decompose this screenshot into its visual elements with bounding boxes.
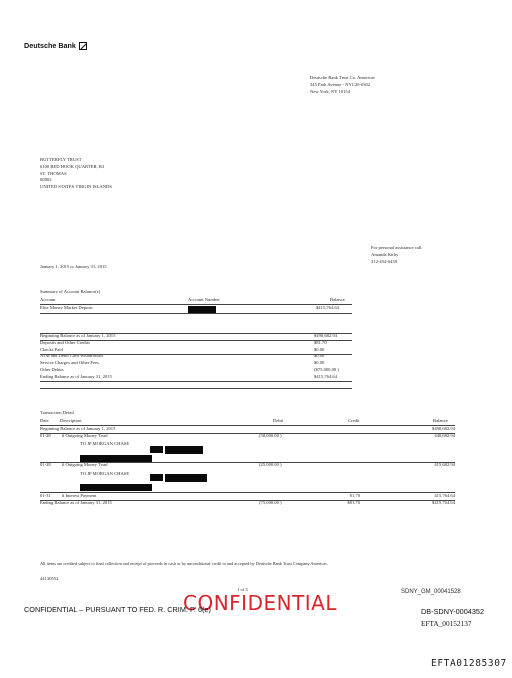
assistance-line: Amanda Kirby	[371, 251, 399, 257]
tx-ending-balance: $415,764.64	[432, 500, 455, 505]
client-address-line: UNITED STATES VIRGIN ISLANDS	[40, 184, 112, 190]
tx-col-balance: Balance	[433, 418, 448, 423]
tx-col-description: Description	[60, 418, 82, 423]
tx-ending-label: Ending Balance as of January 31, 2015	[40, 500, 112, 505]
bank-name: Deutsche Bank	[24, 41, 76, 50]
footer-note: All items are credited subject to final collection and receipt of proceeds in cash or by unconditional credit to and accepted by Deutsche Bank Trust Company Americas.	[40, 561, 328, 566]
client-address-line: BUTTERFLY TRUST	[40, 157, 82, 162]
balance-value: $415,764.64	[314, 373, 337, 379]
balance-label: Service Charges and Other Fees	[40, 360, 99, 366]
tx-balance: 415,764.64	[434, 493, 455, 498]
redaction-block	[150, 446, 163, 453]
assistance-line: For personal assistance call:	[371, 245, 423, 250]
tx-ending-credit: $81.70	[347, 500, 360, 505]
efta-inner-id: EFTA_00152137	[421, 619, 472, 628]
redaction-block	[150, 474, 163, 481]
tx-description: # Interest Payment	[62, 493, 97, 498]
summary-title: Summary of Account Balance(s)	[40, 289, 101, 294]
efta-outer-id: EFTA01285307	[431, 658, 507, 669]
assistance-line: 212-454-6439	[371, 258, 398, 264]
tx-description-sub: TO JP MORGAN CHASE	[80, 441, 130, 446]
divider	[40, 381, 352, 382]
balance-value: $81.70	[314, 339, 327, 345]
deutsche-bank-slash-icon	[79, 42, 87, 50]
divider	[40, 340, 352, 341]
balance-value: ($75,000.00 )	[314, 366, 339, 372]
balance-value: $0.00	[314, 346, 325, 352]
tx-description: # Outgoing Money Trsnf	[62, 433, 108, 438]
divider	[40, 388, 352, 389]
tx-debit: (25,000.00 )	[259, 462, 282, 467]
sdny-bates-id: SDNY_GM_00041528	[401, 589, 461, 595]
client-address	[40, 157, 112, 191]
confidential-footer: CONFIDENTIAL – PURSUANT TO FED. R. CRIM. P. 6(e)	[24, 605, 211, 614]
tx-date: 01-28	[40, 433, 51, 438]
tx-date: 01-28	[40, 462, 51, 467]
tx-col-debit: Debit	[273, 418, 284, 423]
summary-col-balance: Balance	[330, 297, 345, 302]
bank-address	[310, 75, 375, 95]
balance-label: ATM and Debit Card Withdrawals	[40, 353, 104, 359]
db-sdny-id: DB-SDNY-0004352	[421, 607, 485, 616]
summary-account-name: Elite Money Market Deposit	[40, 305, 93, 310]
balance-label: Beginning Balance as of January 1, 2015	[40, 333, 116, 338]
tx-credit: 81.70	[349, 493, 360, 498]
summary-col-account: Account	[40, 297, 56, 302]
confidential-stamp: CONFIDENTIAL	[183, 591, 338, 615]
balance-label: Deposits and Other Credits	[40, 339, 90, 345]
redaction-block	[80, 484, 152, 491]
divider	[40, 313, 352, 314]
assistance-contact	[371, 245, 423, 265]
tx-col-credit: Credit	[348, 418, 360, 423]
redaction-block	[165, 446, 203, 454]
client-address-line: 00802	[40, 177, 52, 183]
redaction-block	[165, 474, 207, 482]
divider	[40, 492, 455, 493]
tx-date: 01-31	[40, 493, 51, 498]
client-address-line: 6100 RED HOOK QUARTER, B3	[40, 163, 105, 169]
balance-label: Ending Balance as of January 31, 2015	[40, 373, 112, 379]
document-number: 44130552	[40, 576, 59, 581]
page-number: 1 of 3	[237, 587, 248, 592]
tx-beginning-balance: $490,682.94	[432, 426, 455, 431]
tx-balance: 415,682.94	[434, 462, 455, 467]
tx-col-date: Date	[40, 418, 49, 423]
tx-beginning-label: Beginning Balance as of January 1, 2015	[40, 426, 116, 431]
balance-value: $490,682.94	[314, 333, 337, 338]
divider	[40, 354, 352, 355]
statement-period: January 1, 2015 to January 31, 2015	[40, 264, 107, 269]
bank-address-line: Deutsche Bank Trust Co. Americas	[310, 75, 375, 80]
transactions-title: Transaction Detail	[40, 410, 74, 415]
tx-description-sub: TO JP MORGAN CHASE	[80, 471, 130, 476]
redaction-block	[80, 455, 152, 462]
tx-description: # Outgoing Money Trsnf	[62, 462, 108, 467]
client-address-line: ST. THOMAS	[40, 170, 67, 176]
bank-address-line: 345 Park Avenue - NYC20-0302	[310, 81, 371, 87]
balance-label: Other Debits	[40, 366, 64, 372]
summary-col-number: Account Number	[188, 297, 220, 302]
tx-ending-debit: (75,000.00 )	[259, 500, 282, 505]
summary-account-balance: $415,764.64	[316, 305, 339, 310]
tx-debit: (50,000.00 )	[259, 433, 282, 438]
balance-value: $0.00	[314, 353, 325, 359]
bank-address-line: New York, NY 10154	[310, 88, 351, 94]
tx-balance: 440,682.94	[434, 433, 455, 438]
balance-value: $0.00	[314, 360, 325, 366]
bank-logo	[24, 41, 87, 50]
balance-label: Checks Paid	[40, 346, 63, 352]
